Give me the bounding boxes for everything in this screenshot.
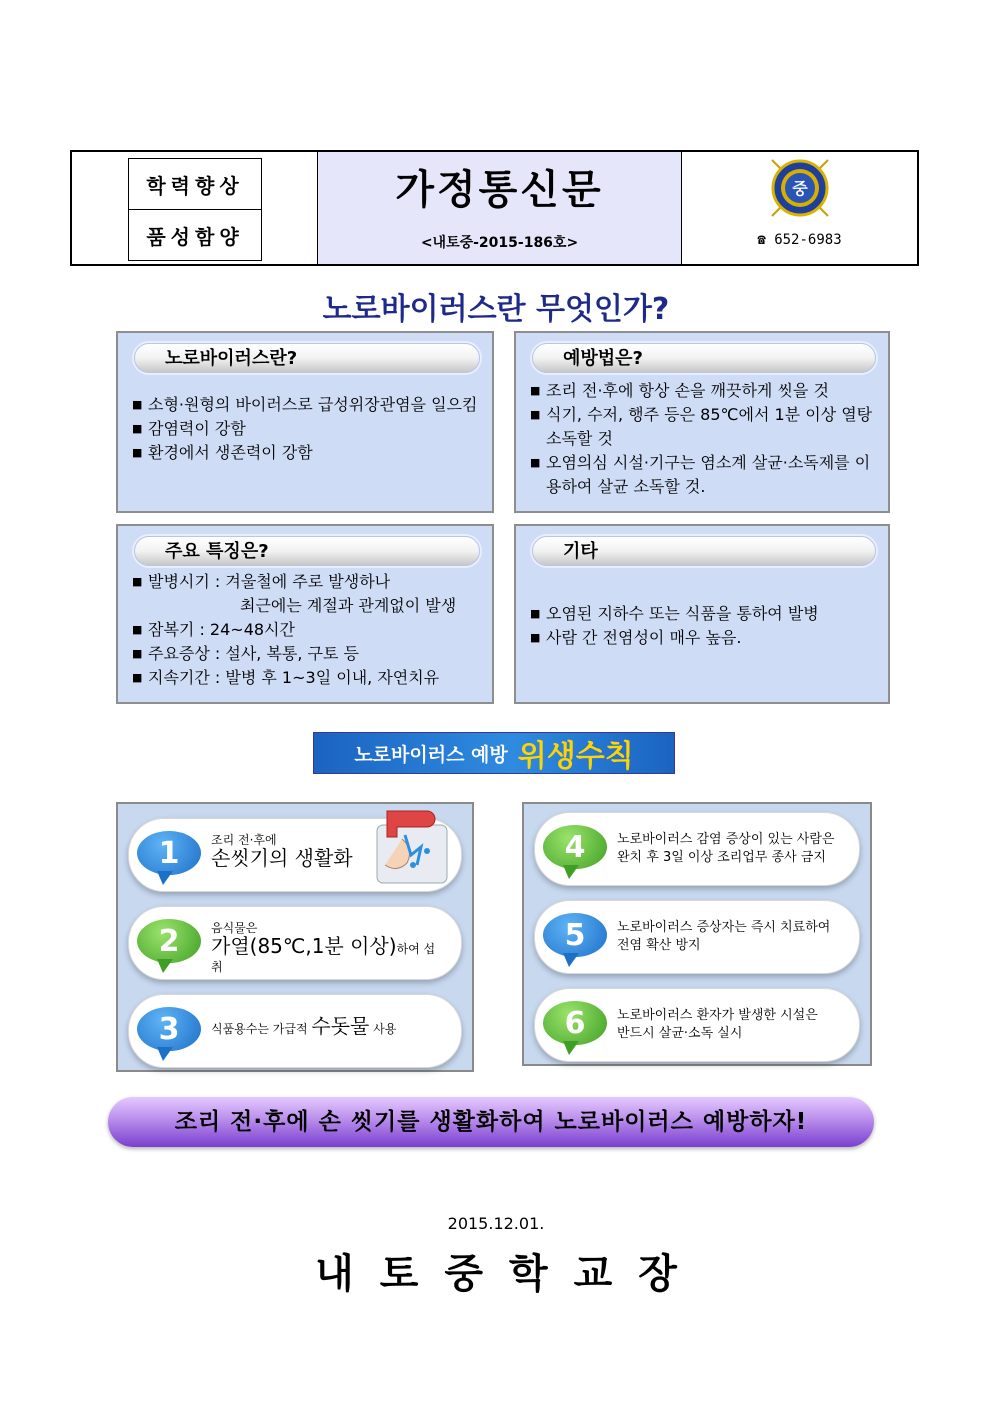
rule-line-small: 노로바이러스 환자가 발생한 시설은: [617, 1008, 818, 1023]
rule-line-small: 조리 전·후에: [211, 833, 277, 847]
rule-line-small: 음식물은: [211, 921, 258, 935]
rule-card-5: [534, 900, 860, 974]
slogan-banner: 조리 전·후에 손 씻기를 생활화하여 노로바이러스 예방하자!: [108, 1097, 874, 1147]
list-item: ■ 발병시기 : 겨울철에 주로 발생하나: [132, 570, 482, 594]
info-box-list: [132, 393, 482, 465]
list-item: ■ 사람 간 전염성이 매우 높음.: [530, 626, 878, 650]
list-item: ■ 소형·원형의 바이러스로 급성위장관염을 일으킴: [132, 393, 482, 417]
rule-card-4: [534, 812, 860, 886]
rule-card-3: [128, 994, 462, 1068]
rule-line-small: 전염 확산 방지: [617, 938, 701, 953]
number-bubble-icon: 2: [137, 919, 201, 963]
list-item: ■ 오염의심 시설·기구는 염소계 살균·소독제를 이용하여 살균 소독할 것.: [530, 451, 878, 499]
rule-text: [211, 919, 445, 976]
info-box-heading: 기타: [532, 536, 876, 566]
info-box-list: [132, 570, 482, 690]
motto-cell: [72, 152, 318, 264]
rule-line-small: 노로바이러스 감염 증상이 있는 사람은: [617, 832, 835, 847]
hand-washing-icon: [347, 805, 455, 889]
info-box-other: [514, 524, 890, 704]
list-item: ■ 오염된 지하수 또는 식품을 통하여 발병: [530, 602, 878, 626]
rule-text: [211, 1014, 445, 1038]
hygiene-rules-banner: [313, 732, 675, 774]
title-cell: [318, 152, 682, 264]
number-bubble-icon: 6: [543, 1001, 607, 1045]
rule-line-large: 가열(85℃,1분 이상): [211, 934, 397, 958]
info-box-features: [116, 524, 494, 704]
info-box-prevention: [514, 331, 890, 513]
list-item: ■ 식기, 수저, 행주 등은 85℃에서 1분 이상 열탕 소독할 것: [530, 403, 878, 451]
letter-header: [70, 150, 919, 266]
rule-line-large: 수돗물: [311, 1014, 370, 1038]
list-item: ■ 조리 전·후에 항상 손을 깨끗하게 씻을 것: [530, 379, 878, 403]
principal-signature: 내토중학교장: [315, 1251, 703, 1297]
motto-academic: 학력향상: [128, 158, 262, 210]
banner-big-text: 위생수칙: [517, 739, 634, 774]
number-bubble-icon: 1: [137, 831, 201, 875]
rule-line-small: 노로바이러스 증상자는 즉시 치료하여: [617, 920, 831, 935]
school-info-cell: [682, 152, 917, 264]
number-bubble-icon: 4: [543, 825, 607, 869]
info-box-heading: 주요 특징은?: [134, 536, 480, 566]
number-bubble-icon: 5: [543, 913, 607, 957]
list-item: ■ 감염력이 강함: [132, 417, 482, 441]
list-item: ■ 환경에서 생존력이 강함: [132, 441, 482, 465]
info-box-list: [530, 379, 878, 499]
issue-date: 2015.12.01.: [447, 1214, 545, 1233]
rule-text: [617, 831, 843, 867]
rule-text: [617, 1007, 843, 1043]
school-phone: ☎ 652-6983: [757, 232, 842, 248]
rule-line-small: 반드시 살균·소독 실시: [617, 1026, 743, 1041]
list-item: ■ 지속기간 : 발병 후 1~3일 이내, 자연치유: [132, 666, 482, 690]
rules-panel-left: [116, 802, 474, 1072]
info-box-list: [530, 602, 878, 650]
info-box-heading: 노로바이러스란?: [134, 343, 480, 373]
issue-number: <내토중-2015-186호>: [420, 235, 579, 251]
rule-text: [617, 919, 843, 955]
rule-line-suffix: 사용: [369, 1022, 397, 1036]
rule-line-small: 완치 후 3일 이상 조리업무 종사 금지: [617, 850, 826, 865]
number-bubble-icon: 3: [137, 1007, 201, 1051]
rule-card-6: [534, 988, 860, 1062]
rules-panel-right: [522, 802, 872, 1066]
info-box-what-is: [116, 331, 494, 513]
newsletter-title: 가정통신문: [395, 167, 604, 213]
rule-line-large: 손씻기의 생활화: [211, 846, 353, 870]
rule-card-2: [128, 906, 462, 980]
list-item: ■ 주요증상 : 설사, 복통, 구토 등: [132, 642, 482, 666]
list-item: 최근에는 계절과 관계없이 발생: [240, 596, 457, 615]
rule-card-1: [128, 818, 462, 892]
list-item: ■ 잠복기 : 24~48시간: [132, 618, 482, 642]
motto-character: 품성함양: [128, 209, 262, 261]
main-title: 노로바이러스란 무엇인가?: [322, 292, 670, 327]
svg-text:중: 중: [792, 179, 808, 198]
banner-small-text: 노로바이러스 예방: [354, 743, 508, 766]
rule-line-suffix: 하여 섭취: [211, 942, 436, 974]
school-emblem-icon: [768, 156, 832, 220]
rule-line-prefix: 식품용수는 가급적: [211, 1022, 312, 1036]
info-box-heading: 예방법은?: [532, 343, 876, 373]
